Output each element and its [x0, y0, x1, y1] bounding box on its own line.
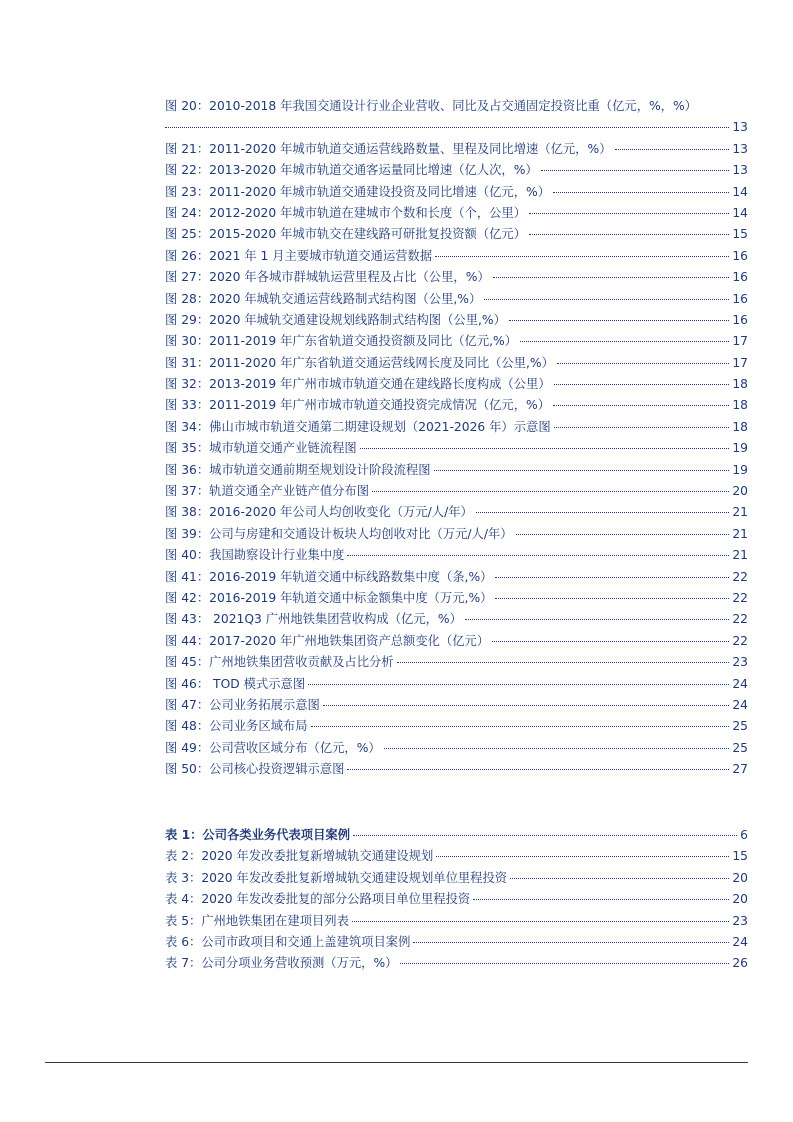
toc-label: 表 6：公司市政项目和交通上盖建筑项目案例	[165, 934, 411, 949]
toc-leader	[347, 757, 729, 770]
toc-label: 图 20：2010-2018 年我国交通设计行业企业营收、同比及占交通固定投资比重（亿元，%，%）	[165, 99, 697, 113]
toc-page-number: 6	[740, 828, 748, 842]
toc-label: 图 44：2017-2020 年广州地铁集团资产总额变化（亿元）	[165, 633, 490, 648]
toc-entry-figure-20[interactable]	[165, 96, 748, 139]
toc-leader	[435, 244, 729, 257]
toc-entry-figure-50[interactable]	[165, 759, 748, 780]
toc-label: 图 48：公司业务区域布局	[165, 719, 308, 734]
toc-leader	[492, 629, 729, 642]
toc-page-number: 24	[732, 676, 748, 691]
toc-page-number: 23	[732, 913, 748, 928]
toc-entry-figure-41[interactable]	[165, 567, 748, 588]
toc-leader	[554, 372, 730, 385]
toc-page-number: 24	[732, 934, 748, 949]
toc-leader	[495, 586, 729, 599]
toc-label: 图 47：公司业务拓展示意图	[165, 697, 320, 712]
toc-leader	[434, 458, 730, 471]
tables-toc	[165, 825, 748, 975]
toc-entry-table-2[interactable]	[165, 846, 748, 867]
toc-label: 图 36：城市轨道交通前期至规划设计阶段流程图	[165, 462, 431, 477]
toc-label: 图 39：公司与房建和交通设计板块人均创收对比（万元/人/年）	[165, 526, 513, 541]
toc-leader	[557, 351, 729, 364]
toc-page-number: 20	[732, 892, 748, 907]
toc-page-number: 21	[732, 548, 748, 563]
toc-page-number: 23	[732, 655, 748, 670]
toc-page-number: 15	[732, 849, 748, 864]
toc-entry-figure-33[interactable]	[165, 395, 748, 416]
toc-label: 图 50：公司核心投资逻辑示意图	[165, 762, 345, 777]
toc-entry-figure-22[interactable]	[165, 160, 748, 181]
toc-leader	[473, 887, 729, 900]
toc-entry-figure-31[interactable]	[165, 353, 748, 374]
toc-entry-figure-25[interactable]	[165, 224, 748, 245]
toc-page-number: 21	[732, 505, 748, 520]
toc-label: 图 31：2011-2020 年广东省轨道交通运营线网长度及同比（公里,%）	[165, 355, 554, 370]
toc-page-number: 18	[732, 419, 748, 434]
toc-leader	[509, 308, 729, 321]
toc-page-number: 24	[732, 697, 748, 712]
toc-page-number: 27	[732, 762, 748, 777]
toc-leader	[352, 909, 729, 922]
toc-entry-figure-28[interactable]	[165, 289, 748, 310]
toc-entry-figure-24[interactable]	[165, 203, 748, 224]
toc-leader	[495, 565, 729, 578]
toc-page-number: 20	[732, 484, 748, 499]
toc-page-number: 16	[732, 270, 748, 285]
toc-entry-figure-43[interactable]	[165, 609, 748, 630]
toc-label: 图 21：2011-2020 年城市轨道交通运营线路数量、里程及同比增速（亿元，%）	[165, 141, 612, 156]
toc-leader	[529, 201, 729, 214]
toc-page-number: 22	[732, 612, 748, 627]
toc-entry-table-4[interactable]	[165, 889, 748, 910]
toc-entry-figure-45[interactable]	[165, 652, 748, 673]
toc-label: 图 43： 2021Q3 广州地铁集团营收构成（亿元，%）	[165, 612, 462, 627]
toc-entry-figure-38[interactable]	[165, 502, 748, 523]
toc-page-number: 21	[732, 526, 748, 541]
toc-entry-figure-35[interactable]	[165, 438, 748, 459]
toc-entry-figure-47[interactable]	[165, 695, 748, 716]
toc-leader	[372, 479, 729, 492]
toc-leader	[541, 158, 730, 171]
toc-page-number: 15	[732, 227, 748, 242]
toc-page-number: 20	[732, 870, 748, 885]
toc-leader	[493, 265, 730, 278]
toc-leader	[510, 866, 729, 879]
toc-leader	[529, 222, 729, 235]
toc-leader	[353, 823, 737, 836]
toc-entry-table-3[interactable]	[165, 868, 748, 889]
toc-leader	[476, 500, 730, 513]
toc-label: 图 24：2012-2020 年城市轨道在建城市个数和长度（个，公里）	[165, 205, 527, 220]
toc-entry-figure-44[interactable]	[165, 631, 748, 652]
toc-entry-figure-30[interactable]	[165, 331, 748, 352]
toc-entry-figure-49[interactable]	[165, 738, 748, 759]
toc-label: 表 4：2020 年发改委批复的部分公路项目单位里程投资	[165, 892, 471, 907]
toc-page-number: 22	[732, 569, 748, 584]
toc-entry-figure-48[interactable]	[165, 716, 748, 737]
toc-label: 图 22：2013-2020 年城市轨道交通客运量同比增速（亿人次，%）	[165, 163, 538, 178]
toc-label: 图 28：2020 年城轨交通运营线路制式结构图（公里,%）	[165, 291, 482, 306]
toc-entry-figure-39[interactable]	[165, 524, 748, 545]
toc-leader	[484, 287, 729, 300]
toc-entry-figure-23[interactable]	[165, 182, 748, 203]
toc-label: 表 2：2020 年发改委批复新增城轨交通建设规划	[165, 849, 434, 864]
toc-label: 图 34：佛山市城市轨道交通第二期建设规划（2021-2026 年）示意图	[165, 419, 551, 434]
toc-label: 图 26：2021 年 1 月主要城市轨道交通运营数据	[165, 248, 433, 263]
toc-page-number: 22	[732, 591, 748, 605]
toc-page-number: 17	[732, 334, 748, 349]
toc-label: 图 35：城市轨道交通产业链流程图	[165, 441, 357, 456]
toc-page-number: 14	[732, 205, 748, 220]
toc-entry-table-1[interactable]	[165, 825, 748, 846]
toc-page-number: 16	[732, 312, 748, 327]
toc-leader	[553, 393, 729, 406]
toc-label: 图 25：2015-2020 年城市轨交在建线路可研批复投资额（亿元）	[165, 227, 527, 242]
toc-page-number: 25	[732, 719, 748, 734]
figures-toc	[165, 96, 748, 781]
toc-leader	[323, 693, 730, 706]
toc-label: 图 38：2016-2020 年公司人均创收变化（万元/人/年）	[165, 505, 473, 520]
toc-entry-figure-36[interactable]	[165, 460, 748, 481]
toc-page-number: 13	[732, 141, 748, 156]
toc-entry-figure-40[interactable]	[165, 545, 748, 566]
toc-label: 图 41：2016-2019 年轨道交通中标线路数集中度（条,%）	[165, 569, 493, 584]
toc-leader	[347, 543, 729, 556]
toc-label: 图 42：2016-2019 年轨道交通中标金额集中度（万元,%）	[165, 591, 493, 605]
toc-leader	[400, 951, 729, 964]
toc-leader	[311, 714, 730, 727]
toc-leader	[413, 930, 729, 943]
toc-page-number: 13	[732, 163, 748, 178]
toc-label: 表 5：广州地铁集团在建项目列表	[165, 913, 349, 928]
toc-entry-table-5[interactable]	[165, 911, 748, 932]
toc-label: 图 23：2011-2020 年城市轨道交通建设投资及同比增速（亿元，%）	[165, 184, 551, 199]
toc-page-number: 19	[732, 462, 748, 477]
toc-page-number: 13	[732, 120, 748, 135]
toc-label: 图 27：2020 年各城市群城轨运营里程及占比（公里，%）	[165, 270, 490, 285]
toc-label: 图 45：广州地铁集团营收贡献及占比分析	[165, 655, 394, 670]
toc-leader	[360, 436, 730, 449]
toc-entry-figure-37[interactable]	[165, 481, 748, 502]
toc-entry-figure-46[interactable]	[165, 674, 748, 695]
toc-label: 图 32：2013-2019 年广州市城市轨道交通在建线路长度构成（公里）	[165, 377, 551, 392]
toc-label: 图 40：我国勘察设计行业集中度	[165, 548, 345, 563]
toc-entry-figure-27[interactable]	[165, 267, 748, 288]
toc-leader	[615, 137, 730, 150]
toc-label: 图 29：2020 年城轨交通建设规划线路制式结构图（公里,%）	[165, 312, 506, 327]
toc-page-number: 22	[732, 633, 748, 648]
toc-label: 图 33：2011-2019 年广州市城市轨道交通投资完成情况（亿元，%）	[165, 398, 551, 413]
toc-entry-figure-21[interactable]	[165, 139, 748, 160]
toc-leader	[397, 650, 730, 663]
toc-entry-figure-26[interactable]	[165, 246, 748, 267]
toc-page-number: 16	[732, 248, 748, 263]
toc-label: 表 7：公司分项业务营收预测（万元，%）	[165, 956, 398, 971]
toc-leader	[436, 844, 729, 857]
toc-entry-table-6[interactable]	[165, 932, 748, 953]
toc-entry-table-7[interactable]	[165, 953, 748, 974]
toc-label: 表 3：2020 年发改委批复新增城轨交通建设规划单位里程投资	[165, 870, 508, 885]
toc-label: 图 49：公司营收区域分布（亿元，%）	[165, 740, 381, 755]
toc-page-number: 18	[732, 377, 748, 392]
toc-entry-figure-34[interactable]	[165, 417, 748, 438]
toc-leader	[308, 672, 729, 685]
toc-page-number: 25	[732, 740, 748, 755]
toc-label: 图 30：2011-2019 年广东省轨道交通投资额及同比（亿元,%）	[165, 334, 518, 349]
toc-page-number: 14	[732, 184, 748, 199]
toc-leader	[384, 736, 730, 749]
toc-label: 表 1：公司各类业务代表项目案例	[165, 828, 350, 842]
toc-leader	[520, 329, 729, 342]
toc-leader	[554, 415, 730, 428]
toc-page-number: 19	[732, 441, 748, 456]
footer-divider	[45, 1062, 748, 1063]
toc-label: 图 46： TOD 模式示意图	[165, 676, 306, 691]
toc-page-number: 18	[732, 398, 748, 413]
toc-leader	[516, 522, 730, 535]
toc-page-number: 16	[732, 291, 748, 306]
toc-leader	[165, 115, 729, 128]
toc-entry-figure-42[interactable]	[165, 588, 748, 609]
toc-page-number: 26	[732, 956, 748, 971]
toc-leader	[553, 180, 729, 193]
toc-leader	[465, 607, 729, 620]
toc-page-number: 17	[732, 355, 748, 370]
toc-label: 图 37：轨道交通全产业链产值分布图	[165, 484, 370, 499]
toc-entry-figure-29[interactable]	[165, 310, 748, 331]
toc-entry-figure-32[interactable]	[165, 374, 748, 395]
